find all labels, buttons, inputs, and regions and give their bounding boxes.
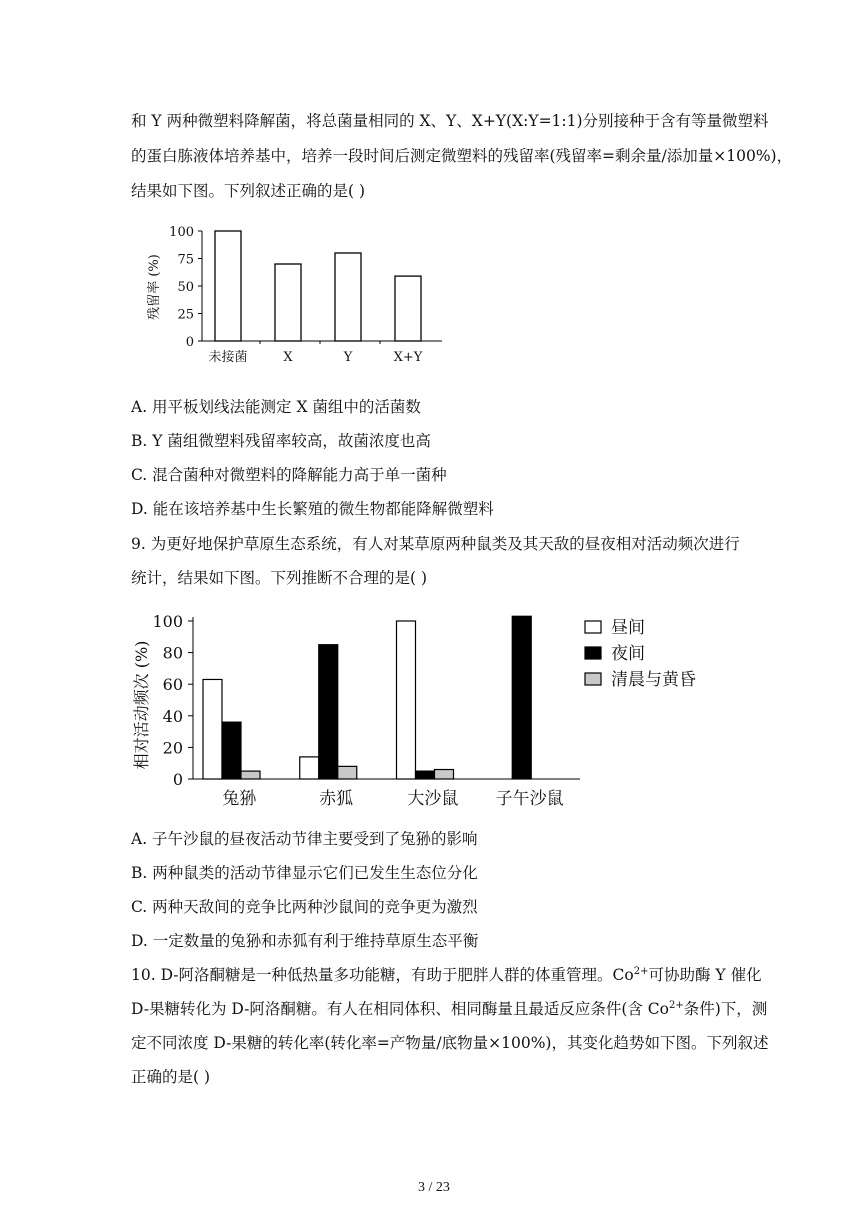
chart2-bar xyxy=(203,679,222,779)
q9-option-d: D. 一定数量的兔狲和赤狐有利于维持草原生态平衡 xyxy=(131,932,479,950)
chart1-category-label: X xyxy=(283,350,293,365)
chart2-bar xyxy=(416,771,435,779)
chart2-legend-swatch xyxy=(585,621,601,633)
chart2-category-label: 子午沙鼠 xyxy=(495,789,564,809)
chart2-bar xyxy=(512,616,531,779)
chart2-category-label: 赤狐 xyxy=(319,789,354,809)
chart1-bar xyxy=(335,253,361,341)
chart1-bar xyxy=(395,276,421,341)
q8-option-d: D. 能在该培养基中生长繁殖的微生物都能降解微塑料 xyxy=(131,500,494,518)
chart1-bar xyxy=(275,264,301,341)
chart2-ytick-label: 40 xyxy=(162,706,183,726)
chart1-category-label: X+Y xyxy=(393,350,423,365)
chart2-bar xyxy=(300,757,319,779)
chart1-ylabel: 残留率 (%) xyxy=(147,254,162,320)
q10-stem-line3: 定不同浓度 D-果糖的转化率(转化率=产物量/底物量×100%)，其变化趋势如下图。下列叙述 xyxy=(131,1034,769,1052)
chart2-legend-swatch xyxy=(585,647,601,659)
chart2-bar xyxy=(397,621,416,779)
residual-rate-chart xyxy=(140,215,460,375)
q8-option-b: B. Y 菌组微塑料残留率较高，故菌浓度也高 xyxy=(131,432,431,450)
chart2-legend-label: 昼间 xyxy=(611,618,645,638)
q9-option-a: A. 子午沙鼠的昼夜活动节律主要受到了兔狲的影响 xyxy=(131,830,478,848)
chart2-bar xyxy=(435,770,454,779)
activity-frequency-chart xyxy=(125,605,725,815)
chart2-category-label: 大沙鼠 xyxy=(407,789,459,809)
chart1-category-label: Y xyxy=(343,350,353,365)
chart2-legend-label: 清晨与黄昏 xyxy=(611,670,696,690)
q10-stem-line4: 正确的是( ) xyxy=(131,1068,211,1086)
chart2-bar xyxy=(222,722,241,779)
chart2-ytick-label: 0 xyxy=(172,770,183,789)
chart2-bar xyxy=(319,645,338,779)
q9-option-b: B. 两种鼠类的活动节律显示它们已发生生态位分化 xyxy=(131,864,478,882)
chart2-ytick-label: 20 xyxy=(162,738,183,758)
chart1-ytick-label: 50 xyxy=(177,280,194,295)
page-number: 3 / 23 xyxy=(418,1180,450,1195)
chart2-legend-swatch xyxy=(585,673,601,685)
q9-option-c: C. 两种天敌间的竞争比两种沙鼠间的竞争更为激烈 xyxy=(131,898,478,916)
q9-stem-line2: 统计，结果如下图。下列推断不合理的是( ) xyxy=(131,569,428,587)
chart2-bar xyxy=(338,766,357,779)
chart1-ytick-label: 25 xyxy=(177,307,194,323)
chart2-ytick-label: 80 xyxy=(162,643,183,663)
chart2-category-label: 兔狲 xyxy=(222,789,257,809)
chart1-bar xyxy=(215,231,241,341)
q10-stem-line2: D-果糖转化为 D-阿洛酮糖。有人在相同体积、相同酶量且最适反应条件(含 $Co^{2+}$条件)下，测 xyxy=(131,999,768,1018)
chart1-ytick-label: 75 xyxy=(177,252,194,268)
q8-option-a: A. 用平板划线法能测定 X 菌组中的活菌数 xyxy=(131,398,421,416)
q9-stem-line1: 9. 为更好地保护草原生态系统，有人对某草原两种鼠类及其天敌的昼夜相对活动频次进行 xyxy=(131,535,740,553)
chart2-ytick-label: 60 xyxy=(162,675,183,695)
q8-stem-line1: 和 Y 两种微塑料降解菌，将总菌量相同的 X、Y、X+Y(X:Y=1:1)分别接种于含有等量微塑料 xyxy=(131,112,769,130)
chart1-ytick-label: 100 xyxy=(169,225,194,240)
q8-stem-line2: 的蛋白胨液体培养基中，培养一段时间后测定微塑料的残留率(残留率=剩余量/添加量×100%)， xyxy=(131,147,793,165)
chart2-ytick-label: 100 xyxy=(152,612,183,631)
q8-option-c: C. 混合菌种对微塑料的降解能力高于单一菌种 xyxy=(131,466,447,484)
chart2-bar xyxy=(241,771,260,779)
chart2-legend-label: 夜间 xyxy=(611,644,645,664)
q10-stem-line1: 10. D-阿洛酮糖是一种低热量多功能糖，有助于肥胖人群的体重管理。$Co^{2+}$可协助酶 Y 催化 xyxy=(131,965,762,984)
chart1-category-label: 未接菌 xyxy=(208,350,248,365)
q8-stem-line3: 结果如下图。下列叙述正确的是( ) xyxy=(131,182,366,200)
chart1-ytick-label: 0 xyxy=(185,335,194,350)
chart2-ylabel: 相对活动频次 (%) xyxy=(132,640,151,770)
